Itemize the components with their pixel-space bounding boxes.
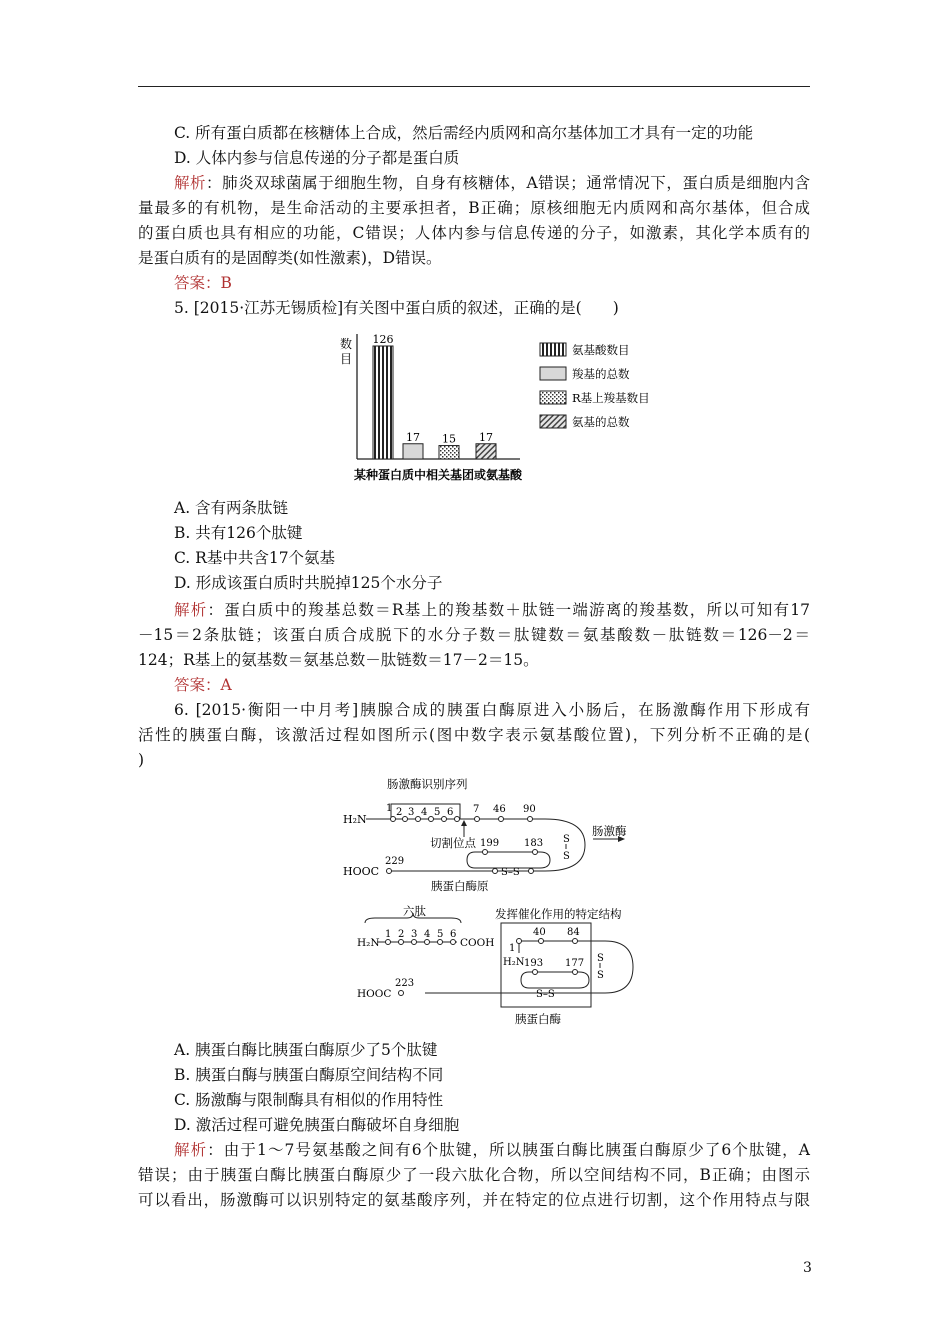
- bar-value-label-2: 17: [406, 430, 420, 444]
- analysis-label: 解析: [174, 1141, 208, 1159]
- legend-label-1: 氨基酸数目: [572, 343, 630, 357]
- q4-analysis-line-2: 量最多的有机物，是生命活动的主要承担者，B正确；原核细胞无内质网和高尔基体，但合成: [138, 199, 810, 217]
- hexa-n-terminus: H₂N: [357, 937, 380, 949]
- hexa-num-6: 6: [450, 929, 457, 940]
- catalytic-structure-label: 发挥催化作用的特定结构: [495, 907, 622, 921]
- aa-num-3: 3: [408, 807, 415, 818]
- recognition-seq-label: 肠激酶识别序列: [387, 777, 468, 791]
- q4-option-c: C. 所有蛋白质都在核糖体上合成，然后需经内质网和高尔基体加工才具有一定的功能: [174, 124, 754, 142]
- hexapeptide-brace: [365, 913, 461, 923]
- q4-analysis-line-3: 的蛋白质也具有相应的功能，C错误；人体内参与信息传递的分子，如激素，其化学本质有的: [138, 224, 810, 242]
- y-axis-label-1: 数: [340, 337, 353, 351]
- disulfide-s-4: S: [597, 970, 604, 981]
- trypsin-num-223: 223: [395, 978, 415, 989]
- legend-label-4: 氨基的总数: [572, 415, 630, 429]
- q6-option-d: D. 激活过程可避免胰蛋白酶破坏自身细胞: [174, 1116, 460, 1134]
- q6-analysis-line-2: 错误；由于胰蛋白酶比胰蛋白酶原少了一段六肽化合物，所以空间结构不同，B正确；由图示: [138, 1166, 810, 1184]
- aa-num-2: 2: [396, 807, 403, 818]
- page-number: 3: [803, 1260, 812, 1276]
- q4-analysis-line-1: 解析：肺炎双球菌属于细胞生物，自身有核糖体，A错误；通常情况下，蛋白质是细胞内含: [174, 174, 810, 192]
- trypsin-c-terminus: HOOC: [357, 988, 392, 1000]
- q6-option-c: C. 肠激酶与限制酶具有相似的作用特性: [174, 1091, 444, 1109]
- disulfide-s-3: S: [597, 953, 604, 964]
- trypsin-num-40: 40: [533, 927, 546, 938]
- aa-num-183: 183: [524, 838, 544, 849]
- bar-2: [403, 444, 423, 459]
- aa-num-90: 90: [523, 804, 536, 815]
- q6-stem-line-2: 活性的胰蛋白酶，该激活过程如图所示(图中数字表示氨基酸位置)，下列分析不正确的是(: [138, 726, 810, 744]
- bar-value-label-3: 15: [442, 432, 456, 446]
- aa-num-6: 6: [447, 807, 454, 818]
- q5-stem: 5. [2015·江苏无锡质检]有关图中蛋白质的叙述，正确的是( ): [174, 299, 619, 317]
- q5-analysis-line-1: 解析：蛋白质中的羧基总数＝R基上的羧基数＋肽链一端游离的羧基数，所以可知有17: [174, 601, 810, 619]
- header-rule: [138, 86, 810, 87]
- trypsinogen-label: 胰蛋白酶原: [431, 879, 489, 893]
- q4-analysis-line-4: 是蛋白质有的是固醇类(如性激素)，D错误。: [138, 249, 442, 267]
- n-terminus: H₂N: [343, 813, 367, 826]
- q6-stem-line-1: 6. [2015·衡阳一中月考]胰腺合成的胰蛋白酶原进入小肠后，在肠激酶作用下形成有: [174, 701, 810, 719]
- hexa-num-4: 4: [424, 929, 431, 940]
- bar-value-label-4: 17: [479, 430, 493, 444]
- q5-option-c: C. R基中共含17个氨基: [174, 549, 336, 567]
- q4-option-d: D. 人体内参与信息传递的分子都是蛋白质: [174, 149, 460, 167]
- hexapeptide-label: 六肽: [403, 904, 426, 918]
- hexa-num-5: 5: [437, 929, 444, 940]
- aa-num-1: 1: [386, 803, 393, 814]
- bar-value-label-1: 126: [372, 333, 394, 346]
- legend-swatch-4: [540, 415, 566, 428]
- q5-option-a: A. 含有两条肽链: [174, 499, 289, 517]
- disulfide-s-1: S: [563, 834, 570, 845]
- q6-option-a: A. 胰蛋白酶比胰蛋白酶原少了5个肽键: [174, 1041, 438, 1059]
- legend-swatch-1: [540, 343, 566, 356]
- q5-option-d: D. 形成该蛋白质时共脱掉125个水分子: [174, 574, 443, 592]
- q5-answer: 答案：A: [174, 676, 232, 694]
- q6-analysis-line-1: 解析：由于1～7号氨基酸之间有6个肽键，所以胰蛋白酶比胰蛋白酶原少了6个肽键，A: [174, 1141, 810, 1159]
- bar-chart: [330, 332, 670, 486]
- legend-swatch-2: [540, 367, 566, 380]
- hexa-num-3: 3: [411, 929, 418, 940]
- bar-4: [476, 444, 496, 459]
- q6-stem-line-3: ): [138, 751, 145, 769]
- q5-analysis-line-3: 124；R基上的氨基数＝氨基总数－肽链数＝17－2＝15。: [138, 651, 539, 669]
- enterokinase-label: 肠激酶: [592, 824, 627, 838]
- y-axis-label-2: 目: [340, 352, 353, 366]
- legend-swatch-3: [540, 391, 566, 404]
- trypsin-num-177: 177: [565, 958, 585, 969]
- analysis-label: 解析: [174, 601, 208, 619]
- cut-arrow-head: [461, 820, 467, 826]
- aa-num-229: 229: [385, 856, 405, 867]
- x-axis-label: 某种蛋白质中相关基团或氨基酸: [354, 468, 523, 482]
- hexa-c-terminus: COOH: [460, 937, 495, 949]
- analysis-label: 解析: [174, 174, 207, 192]
- disulfide-s-2: S: [563, 851, 570, 862]
- aa-num-5: 5: [434, 807, 441, 818]
- bar-3: [439, 446, 459, 459]
- q6-option-b: B. 胰蛋白酶与胰蛋白酶原空间结构不同: [174, 1066, 444, 1084]
- cut-site-label: 切割位点: [430, 836, 476, 850]
- hexa-num-1: 1: [385, 929, 392, 940]
- legend-label-2: 羧基的总数: [572, 367, 630, 381]
- activation-diagram: [335, 775, 655, 1030]
- inner-loop: [521, 972, 589, 988]
- inner-loop: [467, 852, 550, 868]
- legend-label-3: R基上羧基数目: [572, 391, 650, 405]
- trypsin-n-terminus: H₂N: [503, 957, 525, 968]
- hexa-num-2: 2: [398, 929, 405, 940]
- trypsin-num-193: 193: [524, 958, 544, 969]
- trypsin-num-1: 1: [509, 943, 516, 954]
- trypsin-label: 胰蛋白酶: [515, 1012, 561, 1026]
- aa-num-4: 4: [421, 807, 428, 818]
- q6-analysis-line-3: 可以看出，肠激酶可以识别特定的氨基酸序列，并在特定的位点进行切割，这个作用特点与限: [138, 1191, 810, 1209]
- aa-num-199: 199: [480, 838, 500, 849]
- trypsin-num-84: 84: [567, 927, 580, 938]
- disulfide-ss: S–S: [501, 867, 520, 878]
- q5-analysis-line-2: －15＝2条肽链；该蛋白质合成脱下的水分子数＝肽键数＝氨基酸数－肽链数＝126－2＝: [138, 626, 810, 644]
- aa-num-46: 46: [493, 804, 506, 815]
- c-terminus: HOOC: [343, 865, 380, 878]
- bar-1: [373, 346, 393, 459]
- disulfide-ss-2: S–S: [536, 989, 555, 1000]
- q4-answer: 答案：B: [174, 274, 232, 292]
- aa-num-7: 7: [473, 804, 480, 815]
- q5-option-b: B. 共有126个肽键: [174, 524, 303, 542]
